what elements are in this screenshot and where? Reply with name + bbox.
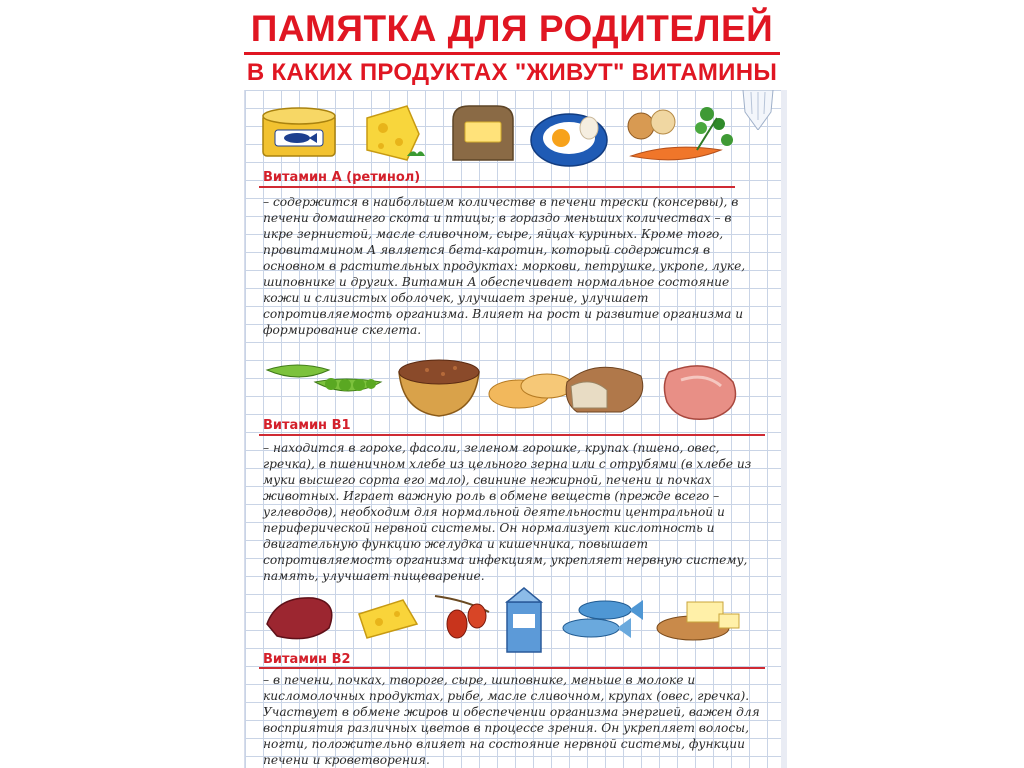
pork-ham-icon [664,366,735,419]
vitamin-b1-rule [259,434,765,436]
vitamin-b2-foods [257,584,757,654]
cheese-wedge-icon [359,600,417,638]
vitamin-b2-text: – в печени, почках, твороге, сыре, шиповнике, меньше в молоке и кисломолочных продуктах, рыбе, масле сливочном, крупах (овес, гречка). Участвует в обмене жиров и обеспечении организма энергией, важен для восприятия различных цветов в процессе зрения. Он укрепляет волосы, ногти, положительно влияет на состояние нервной системы, функции печени и кроветворения. [263,673,760,767]
buckwheat-bowl-icon [399,360,479,416]
bread-butter-icon [453,106,513,160]
canned-fish-icon [263,108,335,156]
bread-loaves-icon [489,367,643,412]
vitamin-b2-rule [259,667,765,669]
rosehip-icon [435,596,489,638]
milk-carton-icon [507,588,541,652]
bread-butter-slice-icon [657,602,739,640]
vitamin-a-foods [257,94,757,176]
eggs-icon [531,114,607,166]
cheese-icon [367,106,425,160]
grid-sheet [244,90,787,768]
vitamin-a-rule [259,186,735,188]
page-title: ПАМЯТКА ДЛЯ РОДИТЕЛЕЙ [250,8,774,49]
vitamin-b1-title: Витамин В1 [263,418,351,433]
vitamin-a-text: – содержится в наибольшем количестве в печени трески (консервы), в печени домашнего скота и птицы; в гораздо меньших количествах – в икре зернистой, масле сливочном, сыре, яйцах куриных. Кроме того, провитамином А является бета-каротин, который содержится в основном в растительных продуктах: моркови, петрушке, укропе, луке, шиповнике и других. Витамин А обеспечивает нормальное состояние кожи и слизистых оболочек, улучшает зрение, улучшает сопротивляемость организма. Влияет на рост и развитие организма и формирование скелета. [263,195,746,337]
page-subtitle: В КАКИХ ПРОДУКТАХ "ЖИВУТ" ВИТАМИНЫ [246,59,778,86]
onion-carrot-parsley-icon [628,107,733,160]
title-underline [244,52,780,55]
vitamin-b1-text: – находится в горохе, фасоли, зеленом горошке, крупах (пшено, овес, гречка), в пшеничном хлебе из цельного зерна или с отрубями (в хлебе из муки высшего сорта его мало), свинине нежирной, печени и почках животных. Играет важную роль в обмене веществ (прежде всего – углеводов), необходим для нормальной деятельности центральной и периферической нервной системы. Он нормализует кислотность и двигательную функцию желудка и кишечника, повышает сопротивляемость организма инфекциям, укрепляет нервную систему, память, улучшает пищеварение. [263,441,752,583]
liver-icon [267,598,332,639]
vitamin-a-title: Витамин А (ретинол) [263,170,421,185]
peas-icon [267,365,381,391]
fish-icon [563,600,643,638]
vitamin-b1-foods [257,352,757,424]
vitamin-b2-title: Витамин В2 [263,652,351,667]
